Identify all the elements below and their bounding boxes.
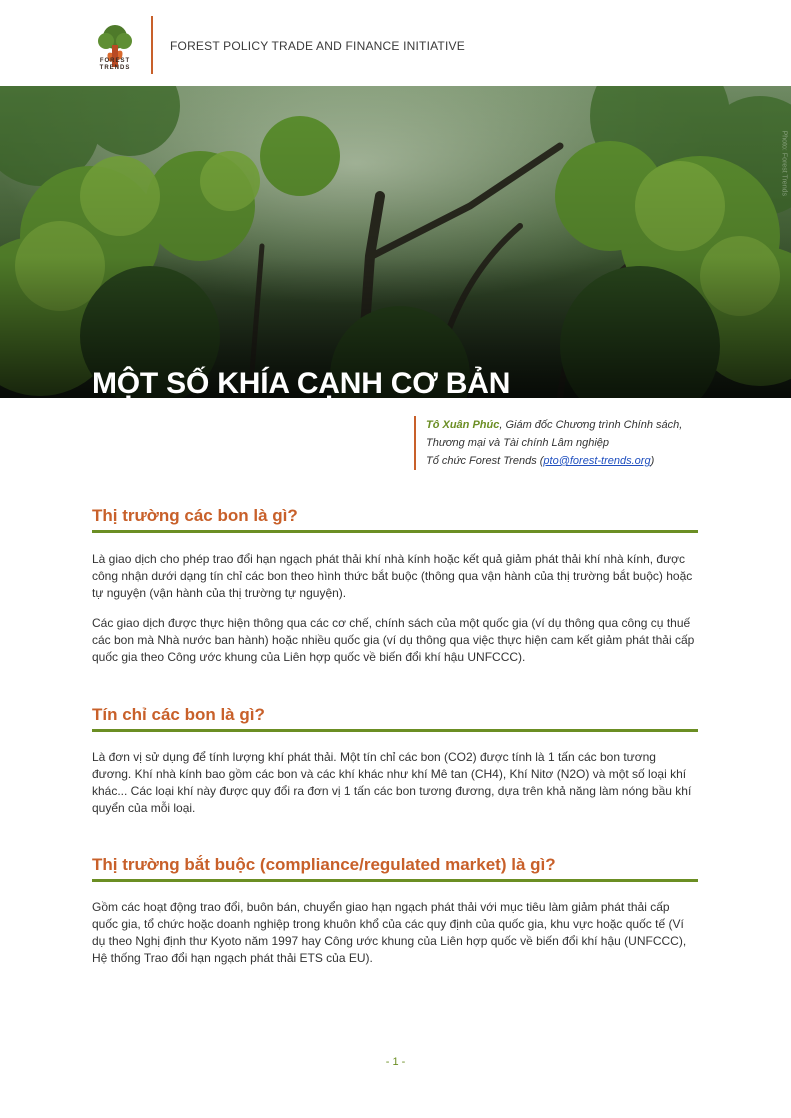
paragraph: Gồm các hoạt động trao đổi, buôn bán, chuyển giao hạn ngạch phát thải với mục tiêu làm giảm phát thải cấp quốc gia, tổ chức hoặc doanh nghiệp trong khuôn khổ của các quy định của quốc gia, khu vực hoặc quốc tế (Ví dụ theo Nghị định thư Kyoto năm 1997 hay Công ước khung của Liên hợp quốc về biến đổi khí hậu (UNFCCC), Hệ thống Trao đổi hạn ngạch phát thải ETS của EU).: [92, 900, 687, 965]
section-title-carbon-credit: Tín chỉ các bon là gì?: [92, 705, 265, 724]
header-divider: [151, 16, 153, 74]
page-title: MỘT SỐ KHÍA CẠNH CƠ BẢN: [92, 367, 511, 398]
photo-credit: Photo: Forest Trends: [780, 130, 787, 196]
section-divider: [92, 879, 698, 882]
paragraph: Các giao dịch được thực hiện thông qua các cơ chế, chính sách của một quốc gia (ví dụ thông qua công cụ thuế các bon mà Nhà nước ban hành) hoặc nhiều quốc gia (ví dụ thông qua việc thực hiện cam kết giảm phát thải cấp quốc gia theo Công ước khung của Liên hợp quốc về biến đổi khí hậu UNFCCC).: [92, 616, 695, 664]
section-divider: [92, 530, 698, 533]
page-number: - 1 -: [385, 1056, 406, 1068]
hero-banner: [0, 86, 791, 398]
author-name: Tô Xuân Phúc: [426, 419, 500, 431]
forest-image: [0, 86, 791, 398]
initiative-title: FOREST POLICY TRADE AND FINANCE INITIATIVE: [170, 39, 465, 53]
paragraph: Là đơn vị sử dụng để tính lượng khí phát thải. Một tín chỉ các bon (CO2) được tính là 1 tấn các bon tương đương. Khí nhà kính bao gồm các bon và các khí khác như khí Mê tan (CH4), Khí Nitơ (N2O) và một số loại khí khác... Các loại khí này được quy đổi ra đơn vị 1 tấn các bon tương đương, dựa trên khả năng làm nóng bầu khí quyển của mỗi loại.: [92, 750, 692, 815]
paragraph: Là giao dịch cho phép trao đổi hạn ngạch phát thải khí nhà kính hoặc kết quả giảm phát thải khí nhà kính, được công nhận dưới dạng tín chỉ các bon theo hình thức bắt buộc (thông qua vận hành của thị trường bắt buộc) hoặc tự nguyện (vận hành của thị trường tự nguyện).: [92, 552, 693, 600]
section-title-carbon-market: Thị trường các bon là gì?: [92, 506, 298, 525]
author-block: Tô Xuân Phúc, Giám đốc Chương trình Chính sách, Thương mại và Tài chính Lâm nghiệp Tổ chức Forest Trends (pto@forest-trends.org): [414, 416, 682, 470]
section-title-compliance-market: Thị trường bắt buộc (compliance/regulated market) là gì?: [92, 855, 556, 874]
author-email-link[interactable]: pto@forest-trends.org: [543, 455, 651, 467]
section-divider: [92, 729, 698, 732]
page-header: [0, 0, 791, 86]
logo-text: FOREST TRENDS: [99, 58, 131, 71]
